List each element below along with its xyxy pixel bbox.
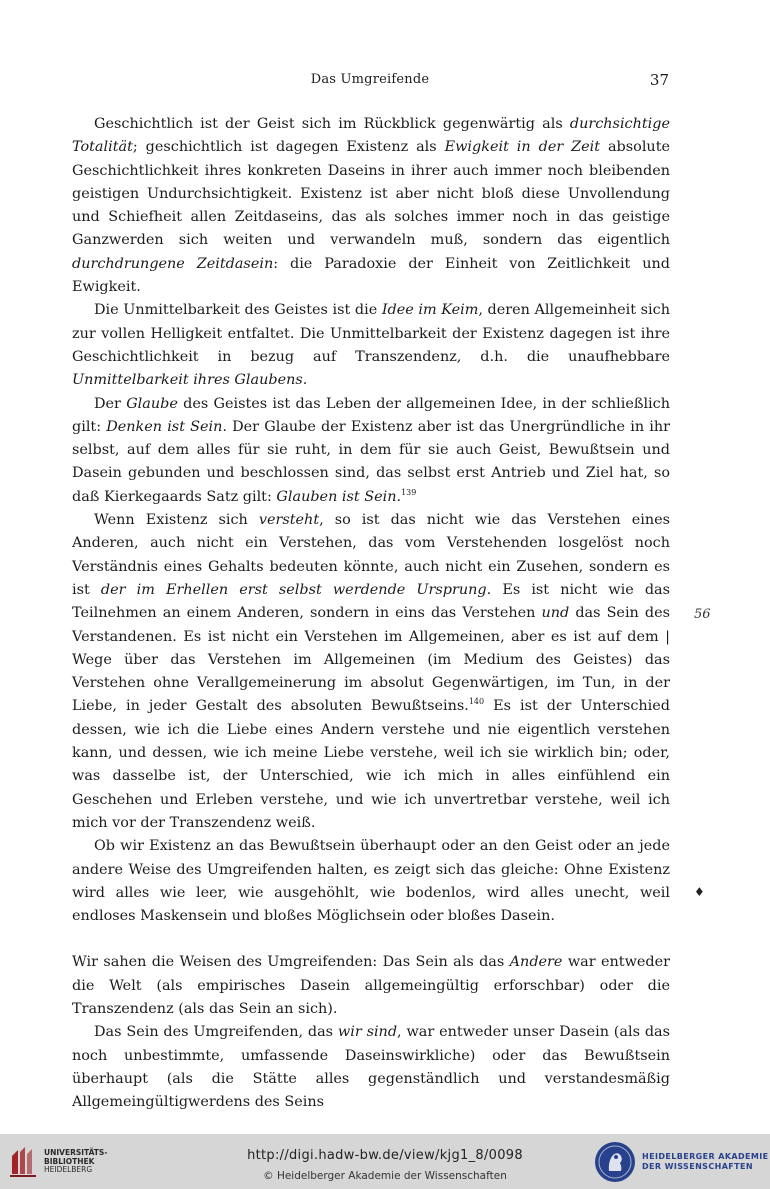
margin-page-reference: 56 xyxy=(694,607,711,622)
body-text xyxy=(72,113,670,1114)
permalink-url[interactable]: http://digi.hadw-bw.de/view/kjg1_8/0098 xyxy=(247,1148,523,1163)
copyright-notice: © Heidelberger Akademie der Wissenschaften xyxy=(263,1170,507,1182)
academy-name: HEIDELBERGER AKADEMIE DER WISSENSCHAFTEN xyxy=(642,1152,769,1171)
footnote-ref-140[interactable]: 140 xyxy=(468,697,485,707)
section-break xyxy=(72,928,670,951)
running-head xyxy=(0,70,770,92)
academy-seal-icon[interactable] xyxy=(594,1141,636,1183)
section-marker-icon: ♦ xyxy=(694,885,705,899)
paragraph-4: Wenn Existenz sich versteht, so ist das nicht wie das Verstehen eines Anderen, auch nicht ein Verstehen, das vom Verstehenden losgelöst noch Verständnis eines Gehalts bedeuten könnte, auch nicht ein Zusehen, sondern es ist der im Erhellen erst selbst werdende Ursprung. Es ist nicht wie das Teilnehmen an einem Anderen, sondern in eins das Verstehen und das Sein des Verstandenen. Es ist nicht ein Verstehen im Allgemeinen, aber es ist auf dem | Wege über das Verstehen im Allgemeinen (im Medium des Geistes) das Verstehen ohne Verallgemeinerung im absolut Gegenwärtigen, im Tun, in der Liebe, in jeder Gestalt des absoluten Bewußtseins.$^{140}$ Es ist der Unterschied dessen, wie ich die Liebe eines Andern verstehe und nie eigentlich verstehen kann, und dessen, wie ich meine Liebe verstehe, weil ich sie wirklich bin; oder, was dasselbe ist, der Unterschied, wie ich mich in alles einfühlend ein Geschehen und Erleben verstehe, und wie ich unvertretbar verstehe, weil ich mich vor der Transzendenz weiß. xyxy=(72,512,670,831)
paragraph-6: Wir sahen die Weisen des Umgreifenden: Das Sein als das Andere war entweder die Welt (als empirisches Dasein allgemeingültig erforschbar) oder die Transzendenz (als das Sein an sich). xyxy=(72,954,671,1017)
paragraph-7: Das Sein des Umgreifenden, das wir sind, war entweder unser Dasein (als das noch unbestimmte, umfassende Daseinswirkliche) oder das Bewußtsein überhaupt (als die Stätte alles gegenständlich und verstandesmäßig Allgemeingültigwerdens des Seins xyxy=(72,1024,671,1111)
paragraph-1: Geschichtlich ist der Geist sich im Rückblick gegenwärtig als durchsichtige Totalität; geschichtlich ist dagegen Existenz als Ewigkeit in der Zeit absolute Geschichtlichkeit ihres konkreten Daseins in ihrer auch immer noch bleibenden geistigen Undurchsichtigkeit. Existenz ist aber nicht bloß diese Unvollendung und Schiefheit allen Zeitdaseins, das als solches immer noch in das geistige Ganzwerden sich weiten und verwandeln muß, sondern das eigentlich durchdrungene Zeitdasein: die Paradoxie der Einheit von Zeitlichkeit und Ewigkeit. xyxy=(72,116,671,296)
page-number: 37 xyxy=(649,71,669,89)
footer-bar xyxy=(0,1134,770,1189)
paragraph-5: Ob wir Existenz an das Bewußtsein überhaupt oder an den Geist oder an jede andere Weise des Umgreifenden halten, es zeigt sich das gleiche: Ohne Existenz wird alles wie leer, wie ausgehöhlt, wie bodenlos, wird alles unecht, weil endloses Maskensein und bloßes Möglichsein oder bloßes Dasein. xyxy=(72,838,670,925)
paragraph-3: Der Glaube des Geistes ist das Leben der allgemeinen Idee, in der schließlich gilt: Denken ist Sein. Der Glaube der Existenz aber ist das Unergründliche in ihr selbst, auf dem alles für sie ruht, in dem für sie auch Geist, Bewußtsein und Dasein gebunden und beschlossen sind, das selbst erst Antrieb und Ziel hat, so daß Kierkegaards Satz gilt: Glauben ist Sein.$^{139}$ xyxy=(72,395,670,505)
footnote-ref-139[interactable]: 139 xyxy=(401,487,417,497)
university-library-name: UNIVERSITÄTS- BIBLIOTHEK HEIDELBERG xyxy=(44,1148,108,1174)
paragraph-2: Die Unmittelbarkeit des Geistes ist die Idee im Keim, deren Allgemeinheit sich zur vollen Helligkeit entfaltet. Die Unmittelbarkeit der Existenz dagegen ist ihre Geschichtlichkeit in bezug auf Transzendenz, d.h. die unaufhebbare Unmittelbarkeit ihres Glaubens. xyxy=(72,302,670,389)
running-title: Das Umgreifende xyxy=(310,72,430,87)
